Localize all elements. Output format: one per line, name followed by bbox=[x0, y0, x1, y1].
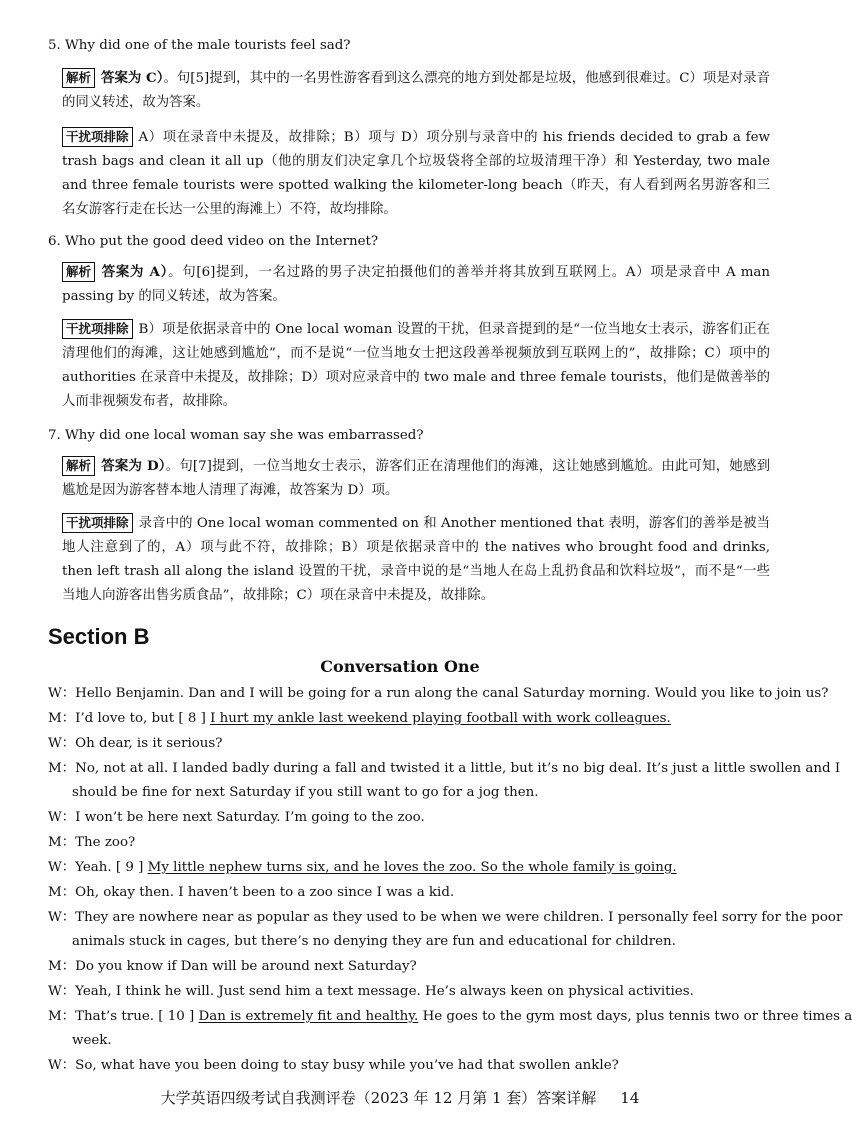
dialogue-line bbox=[48, 707, 768, 731]
utterance: They are nowhere near as popular as they used to be when we were children. I personally feel sorry for the poor bbox=[75, 910, 843, 925]
page-number: 14 bbox=[620, 1089, 640, 1107]
conversation-title: Conversation One bbox=[320, 657, 480, 676]
analysis-5 bbox=[62, 66, 770, 115]
utterance: I won’t be here next Saturday. I’m going to the zoo. bbox=[75, 810, 425, 825]
speaker: W： bbox=[48, 810, 76, 825]
utterance: That’s true. [ 10 ] bbox=[75, 1009, 199, 1024]
dialogue-line bbox=[48, 806, 768, 830]
speaker: M： bbox=[48, 711, 76, 726]
speaker: W： bbox=[48, 1058, 76, 1073]
analysis-text: 。句[7]提到，一位当地女士表示，游客们正在清理他们的海滩，这让她感到尴尬。由此可知，她感到尴尬是因为游客替本地人清理了海滩，故答案为 D）项。 bbox=[62, 459, 770, 498]
speaker: W： bbox=[48, 686, 76, 701]
utterance: Yeah, I think he will. Just send him a text message. He’s always keen on physical activities. bbox=[75, 984, 694, 999]
dialogue-line bbox=[48, 1005, 852, 1029]
speaker: M： bbox=[48, 1009, 76, 1024]
speaker: M： bbox=[48, 959, 76, 974]
analysis-text: 。句[6]提到，一名过路的男子决定拍摄他们的善举并将其放到互联网上。A）项是录音中 A man passing by 的同义转述，故为答案。 bbox=[62, 265, 770, 304]
answer-label: 答案为 A） bbox=[101, 264, 169, 280]
speaker: W： bbox=[48, 860, 76, 875]
utterance: I’d love to, but [ 8 ] bbox=[75, 711, 211, 726]
speaker: M： bbox=[48, 761, 76, 776]
utterance: Oh dear, is it serious? bbox=[75, 736, 223, 751]
underlined-answer: Dan is extremely fit and healthy. bbox=[198, 1009, 419, 1024]
dialogue-line bbox=[48, 980, 768, 1004]
dialogue-line bbox=[48, 1054, 768, 1078]
question-6: 6. Who put the good deed video on the Internet? bbox=[48, 234, 379, 249]
question-5: 5. Why did one of the male tourists feel sad? bbox=[48, 38, 351, 53]
utterance: Hello Benjamin. Dan and I will be going for a run along the canal Saturday morning. Would you like to join us? bbox=[75, 686, 829, 701]
distractor-tag: 干扰项排除 bbox=[62, 127, 133, 147]
distractor-5 bbox=[62, 126, 770, 222]
speaker: W： bbox=[48, 736, 76, 751]
speaker: W： bbox=[48, 910, 76, 925]
dialogue-continuation: week. bbox=[72, 1033, 112, 1048]
utterance: Do you know if Dan will be around next Saturday? bbox=[75, 959, 417, 974]
analysis-tag: 解析 bbox=[62, 68, 95, 88]
dialogue-line bbox=[48, 757, 841, 781]
analysis-6 bbox=[62, 260, 770, 309]
dialogue-line bbox=[48, 881, 768, 905]
section-title: Section B bbox=[48, 624, 150, 649]
dialogue-continuation: animals stuck in cages, but there’s no denying they are fun and educational for children. bbox=[72, 934, 676, 949]
distractor-text: B）项是依据录音中的 One local woman 设置的干扰，但录音提到的是“一位当地女士表示，游客们正在清理他们的海滩，这让她感到尴尬”，而不是说“一位当地女士把这段善举视频放到互联网上的”，故排除；C）项中的 authorities 在录音中未提及，故排除；D）项对应录音中的 two male and three female tourists，他们是做善举的人而非视频发布者，故排除。 bbox=[62, 322, 770, 409]
dialogue-line bbox=[48, 906, 843, 930]
analysis-tag: 解析 bbox=[62, 456, 95, 476]
utterance: Oh, okay then. I haven’t been to a zoo since I was a kid. bbox=[75, 885, 455, 900]
analysis-7 bbox=[62, 454, 770, 503]
analysis-tag: 解析 bbox=[62, 262, 95, 282]
utterance: No, not at all. I landed badly during a fall and twisted it a little, but it’s no big deal. It’s just a little swollen and I bbox=[75, 761, 841, 776]
distractor-7 bbox=[62, 512, 770, 608]
dialogue-line bbox=[48, 856, 768, 880]
underlined-answer: I hurt my ankle last weekend playing football with work colleagues. bbox=[210, 711, 671, 726]
footer-title: 大学英语四级考试自我测评卷（2023 年 12 月第 1 套）答案详解 bbox=[160, 1089, 597, 1107]
underlined-answer: My little nephew turns six, and he loves the zoo. So the whole family is going. bbox=[147, 860, 677, 875]
utterance: So, what have you been doing to stay busy while you’ve had that swollen ankle? bbox=[75, 1058, 619, 1073]
speaker: M： bbox=[48, 835, 76, 850]
dialogue-line bbox=[48, 682, 829, 706]
dialogue-continuation: should be fine for next Saturday if you still want to go for a jog then. bbox=[72, 785, 539, 800]
dialogue-line bbox=[48, 732, 768, 756]
answer-label: 答案为 D） bbox=[101, 458, 166, 474]
speaker: M： bbox=[48, 885, 76, 900]
dialogue-line bbox=[48, 955, 768, 979]
speaker: W： bbox=[48, 984, 76, 999]
distractor-tag: 干扰项排除 bbox=[62, 513, 133, 533]
analysis-text: 。句[5]提到，其中的一名男性游客看到这么漂亮的地方到处都是垃圾，他感到很难过。C）项是对录音的同义转述，故为答案。 bbox=[62, 71, 770, 110]
utterance-after: He goes to the gym most days, plus tennis two or three times a bbox=[418, 1009, 852, 1024]
dialogue-line bbox=[48, 831, 768, 855]
utterance: Yeah. [ 9 ] bbox=[75, 860, 148, 875]
question-7: 7. Why did one local woman say she was embarrassed? bbox=[48, 428, 424, 443]
distractor-6 bbox=[62, 318, 770, 414]
distractor-tag: 干扰项排除 bbox=[62, 319, 133, 339]
distractor-text: A）项在录音中未提及，故排除；B）项与 D）项分别与录音中的 his friends decided to grab a few trash bags and clean it all up（他的朋友们决定拿几个垃圾袋将全部的垃圾清理干净）和 Yesterday, two male and three female tourists were spotted walking the kilometer-long beach（昨天，有人看到两名男游客和三名女游客行走在长达一公里的海滩上）不符，故均排除。 bbox=[62, 130, 770, 217]
distractor-text: 录音中的 One local woman commented on 和 Another mentioned that 表明，游客们的善举是被当地人注意到了的，A）项与此不符，故排除；B）项是依据录音中的 the natives who brought food and drinks, then left trash all along the island 设置的干扰，录音中说的是“当地人在岛上乱扔食品和饮料垃圾”，而不是“一些当地人向游客出售劣质食品”，故排除；C）项在录音中未提及，故排除。 bbox=[62, 516, 770, 603]
utterance: The zoo? bbox=[75, 835, 136, 850]
page-footer bbox=[0, 1086, 800, 1110]
answer-label: 答案为 C） bbox=[101, 70, 164, 86]
